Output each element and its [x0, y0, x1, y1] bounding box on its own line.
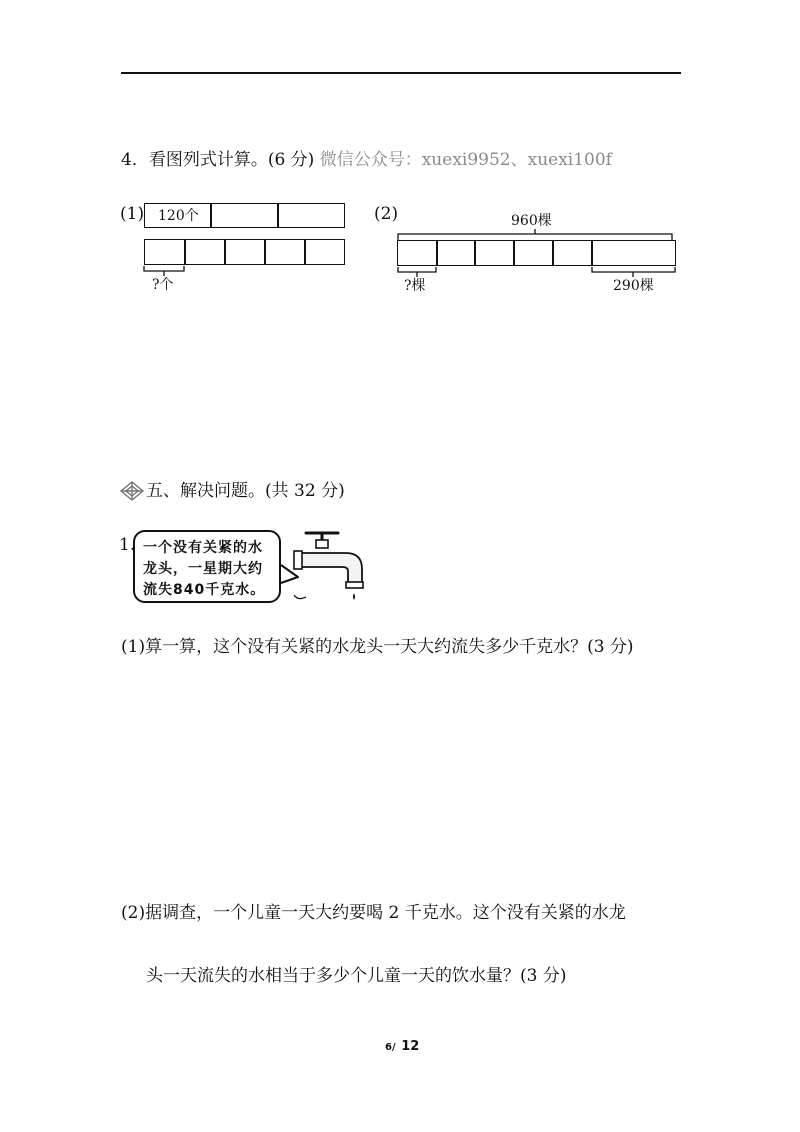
- divider: [591, 240, 593, 266]
- bar-outline: [397, 240, 676, 266]
- watermark-text: 微信公众号：xuexi9952、xuexi100f: [319, 150, 612, 170]
- problem-1-part-2-line-2: 头一天流失的水相当于多少个儿童一天的饮水量？(3 分): [146, 966, 567, 986]
- divider: [224, 239, 226, 265]
- divider: [552, 240, 554, 266]
- bottom-bar-outline: [144, 239, 345, 265]
- page-current: 6/: [385, 1042, 396, 1053]
- figure-1-brace-label: ?个: [152, 277, 174, 293]
- figure-1-label: (1): [120, 204, 145, 224]
- bubble-line: 龙头，一星期大约: [143, 561, 263, 577]
- divider: [474, 240, 476, 266]
- figure-2-right-label: 290棵: [613, 278, 654, 294]
- question-4-text: 4．看图列式计算。(6 分): [121, 150, 315, 170]
- divider: [513, 240, 515, 266]
- speech-bubble: [133, 530, 281, 603]
- ornament-icon: [119, 480, 145, 502]
- divider: [184, 239, 186, 265]
- figure-2-left-brace: [394, 265, 442, 279]
- figure-2-total-label: 960棵: [511, 213, 552, 229]
- page-number: [385, 1035, 419, 1054]
- divider: [210, 203, 212, 228]
- problem-1-part-1: (1)算一算，这个没有关紧的水龙头一天大约流失多少千克水？(3 分): [121, 637, 634, 657]
- bubble-line: 流失840千克水。: [143, 582, 266, 598]
- figure-1-brace: [140, 264, 190, 278]
- figure-2-right-brace: [588, 265, 680, 279]
- bubble-line: 一个没有关紧的水: [143, 540, 263, 556]
- top-rule: [121, 72, 681, 74]
- top-bar-label: 120个: [158, 208, 199, 224]
- divider: [264, 239, 266, 265]
- figure-2-left-label: ?棵: [404, 278, 426, 294]
- divider: [304, 239, 306, 265]
- question-4-heading: [121, 152, 612, 169]
- section-5-title: 五、解决问题。(共 32 分): [146, 481, 345, 501]
- problem-1-number: 1.: [119, 535, 136, 555]
- divider: [277, 203, 279, 228]
- divider: [436, 240, 438, 266]
- page-total: 12: [401, 1039, 420, 1054]
- faucet-icon: [276, 525, 371, 610]
- problem-1-part-2-line-1: (2)据调查，一个儿童一天大约要喝 2 千克水。这个没有关紧的水龙: [121, 903, 626, 923]
- figure-2-label: (2): [374, 204, 399, 224]
